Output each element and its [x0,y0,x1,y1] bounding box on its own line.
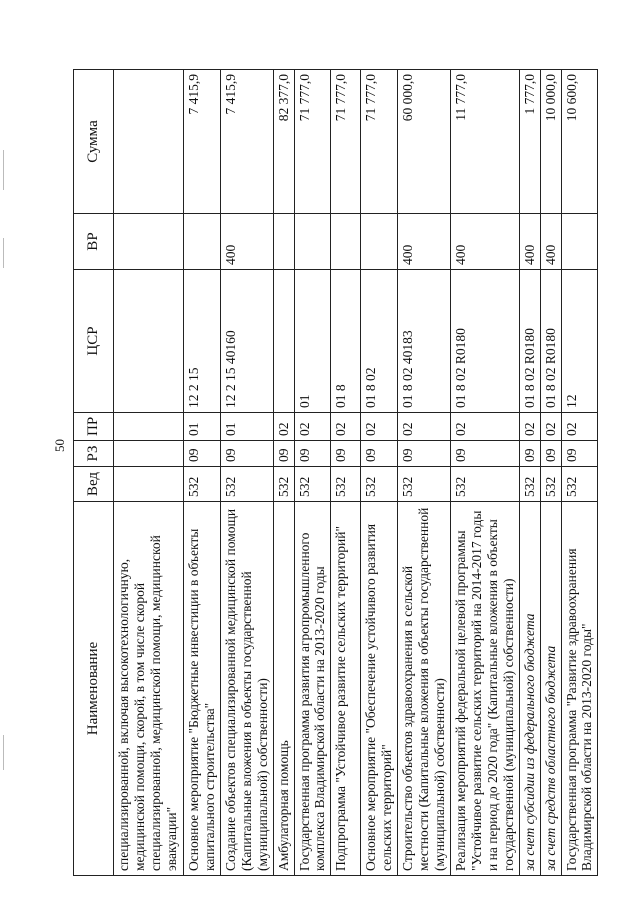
cell-sum: 82 377,0 [273,70,294,214]
cell-pr: 02 [331,413,361,441]
cell-ved: 532 [450,467,519,502]
cell-name: Государственная программа "Развитие здравоохранения Владимирской области на 2013-2020 годы" [561,502,598,876]
cell-sum [114,70,184,214]
cell-ved: 532 [220,467,273,502]
table-row [398,70,451,876]
cell-pr: 02 [450,413,519,441]
table-row [114,70,184,876]
cell-name: за счет средств областного бюджета [540,502,561,876]
cell-ved: 532 [361,467,398,502]
cell-rz: 09 [184,441,221,467]
cell-csr: 01 8 [331,270,361,413]
cell-name: Основное мероприятие "Бюджетные инвестиции в объекты капитального строительства" [184,502,221,876]
table-row [294,70,331,876]
cell-pr: 02 [294,413,331,441]
cell-rz: 09 [331,441,361,467]
table-row [273,70,294,876]
cell-rz: 09 [450,441,519,467]
cell-name: Подпрограмма "Устойчивое развитие сельских территорий" [331,502,361,876]
cell-csr: 01 8 02 40183 [398,270,451,413]
cell-ved: 532 [519,467,540,502]
scan-edge-mark [3,150,4,190]
cell-sum: 7 415,9 [220,70,273,214]
cell-vr [361,214,398,270]
cell-vr [331,214,361,270]
table-row [519,70,540,876]
cell-pr: 02 [519,413,540,441]
cell-ved: 532 [184,467,221,502]
header-rz: РЗ [74,441,114,467]
cell-csr: 01 8 02 [361,270,398,413]
cell-ved: 532 [398,467,451,502]
page-number: 50 [52,439,67,452]
cell-sum: 71 777,0 [331,70,361,214]
cell-rz: 09 [519,441,540,467]
cell-rz: 09 [561,441,598,467]
header-ved: Вед [74,467,114,502]
table-body [114,70,598,876]
cell-ved: 532 [540,467,561,502]
cell-name: Создание объектов специализированной медицинской помощи (Капитальные вложения в объекты государственной (муниципальной) собственности) [220,502,273,876]
cell-vr: 400 [220,214,273,270]
cell-vr: 400 [398,214,451,270]
cell-vr [294,214,331,270]
cell-pr: 02 [540,413,561,441]
budget-table [73,69,598,876]
cell-vr [184,214,221,270]
cell-name: Амбулаторная помощь [273,502,294,876]
rotated-table-wrapper [73,70,595,876]
cell-rz: 09 [361,441,398,467]
cell-pr: 02 [273,413,294,441]
header-vr: ВР [74,214,114,270]
cell-ved [114,467,184,502]
cell-pr: 01 [184,413,221,441]
cell-ved: 532 [561,467,598,502]
scan-edge-mark [3,735,4,770]
header-pr: ПР [74,413,114,441]
cell-csr: 01 8 02 R0180 [540,270,561,413]
cell-sum: 71 777,0 [294,70,331,214]
cell-csr: 12 2 15 40160 [220,270,273,413]
cell-csr [273,270,294,413]
cell-sum: 1 777,0 [519,70,540,214]
cell-rz: 09 [540,441,561,467]
cell-sum: 10 600,0 [561,70,598,214]
cell-name: специализированной, включая высокотехнологичную, медицинской помощи, скорой, в том числе скорой специализированной, медицинской помощи, медицинской эвакуации" [114,502,184,876]
cell-vr [561,214,598,270]
cell-csr: 01 [294,270,331,413]
cell-csr [114,270,184,413]
cell-pr [114,413,184,441]
cell-csr: 01 8 02 R0180 [519,270,540,413]
cell-pr: 02 [361,413,398,441]
cell-vr: 400 [540,214,561,270]
cell-rz: 09 [220,441,273,467]
cell-name: Реализация мероприятий федеральной целевой программы "Устойчивое развитие сельских территорий на 2014-2017 годы и на период до 2020 года" (Капитальные вложения в объекты государственной (муниципальной) собственности) [450,502,519,876]
cell-vr [114,214,184,270]
cell-rz: 09 [273,441,294,467]
table-header-row [74,70,114,876]
cell-ved: 532 [273,467,294,502]
cell-name: за счет субсидии из федерального бюджета [519,502,540,876]
cell-rz: 09 [294,441,331,467]
cell-vr: 400 [450,214,519,270]
table-row [331,70,361,876]
cell-name: Государственная программа развития агропромышленного комплекса Владимирской области на 2013-2020 годы [294,502,331,876]
table-row [184,70,221,876]
cell-pr: 02 [398,413,451,441]
cell-sum: 71 777,0 [361,70,398,214]
table-row [361,70,398,876]
header-csr: ЦСР [74,270,114,413]
cell-rz: 09 [398,441,451,467]
cell-pr: 02 [561,413,598,441]
cell-vr [273,214,294,270]
cell-csr: 12 2 15 [184,270,221,413]
scan-edge-mark [3,238,4,268]
cell-sum: 10 000,0 [540,70,561,214]
cell-name: Строительство объектов здравоохранения в сельской местности (Капитальные вложения в объекты государственной (муниципальной) собственности) [398,502,451,876]
cell-name: Основное мероприятие "Обеспечение устойчивого развития сельских территорий" [361,502,398,876]
cell-vr: 400 [519,214,540,270]
header-name: Наименование [74,502,114,876]
table-row [540,70,561,876]
header-sum: Сумма [74,70,114,214]
table-row [561,70,598,876]
cell-csr: 01 8 02 R0180 [450,270,519,413]
cell-csr: 12 [561,270,598,413]
table-row [450,70,519,876]
cell-sum: 7 415,9 [184,70,221,214]
cell-rz [114,441,184,467]
cell-ved: 532 [331,467,361,502]
table-row [220,70,273,876]
cell-ved: 532 [294,467,331,502]
cell-sum: 11 777,0 [450,70,519,214]
cell-pr: 01 [220,413,273,441]
cell-sum: 60 000,0 [398,70,451,214]
